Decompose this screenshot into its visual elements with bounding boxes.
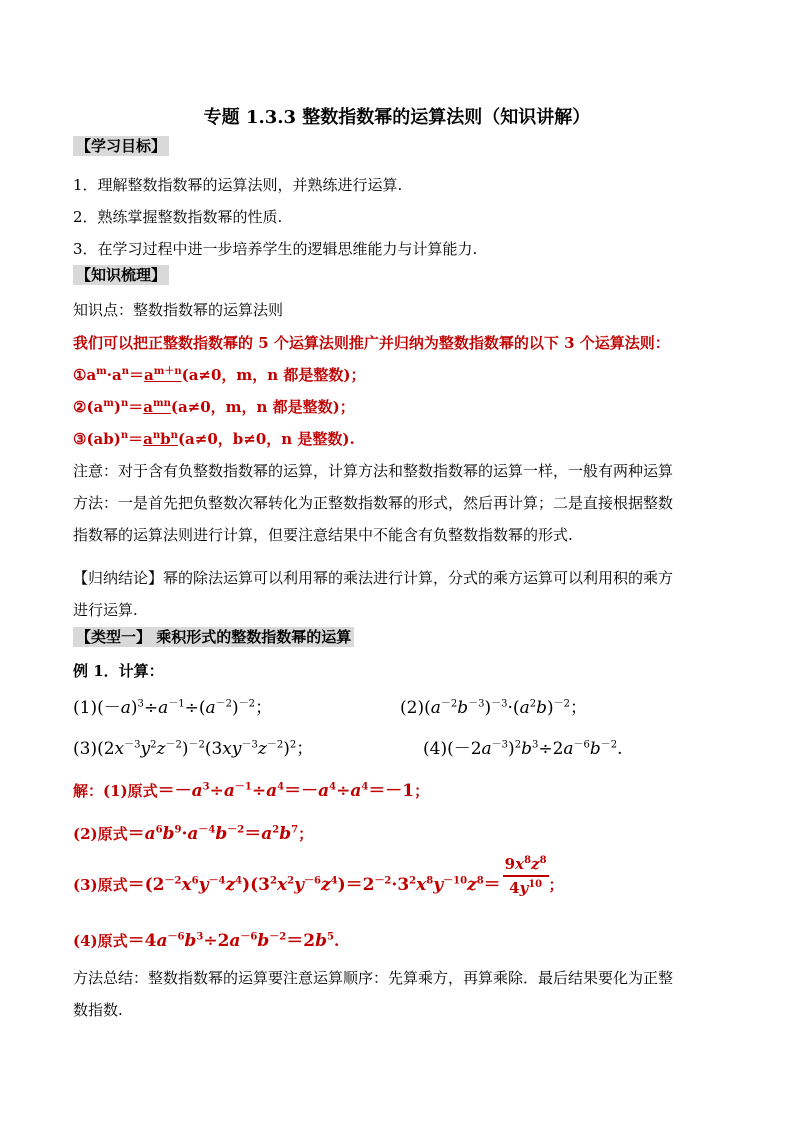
rule-1: $①a^m\cdot a^n=a^{m+n}(a\ne 0$，m，n 都是整数)； [73,366,366,384]
example-label: 例 1．计算： [73,662,164,680]
goal-item: 1．理解整数指数幂的运算法则，并熟练进行运算. [73,176,403,194]
conclusion-line: 进行运算. [73,601,138,619]
solution-3: (3)原式$=(2^{-2}x^6y^{-4}z^4)(3^2x^2y^{-6}z^4)=2^{-2}\cdot 3^2x^8y^{-10}z^8=$ $\frac{9x^8z^8}{4y^{10}}$ ； [73,855,564,897]
type-one-tag: 【类型一】 乘积形式的整数指数幂的运算 [73,627,354,647]
solution-2: (2)原式$=a^6b^9\cdot a^{-4}b^{-2}=a^2b^7$； [73,824,314,844]
conclusion-line: 【归纳结论】幂的除法运算可以利用幂的乘法进行计算，分式的乘方运算可以利用积的乘方 [73,569,674,587]
goal-item: 2．熟练掌握整数指数幂的性质. [73,208,283,226]
rule-2: $②(a^m)^n=a^{mn}(a\ne 0$，m，n 都是整数)； [73,398,355,416]
knowledge-review-tag: 【知识梳理】 [73,265,169,285]
note-line: 注意：对于含有负整数指数幂的运算，计算方法和整数指数幂的运算一样，一般有两种运算 [73,462,674,480]
rule-3: $③(ab)^n=a^nb^n(a\ne 0$，b≠0，n 是整数). [73,430,355,448]
problem-4: $(4)(-2a^{-3})^2b^3\div 2a^{-6}b^{-2}$. [423,739,623,759]
problem-1: $(1)(-a)^3\div a^{-1}\div(a^{-2})^{-2}$； [73,698,273,718]
method-summary-line: 数指数. [73,1001,123,1019]
problem-2: $(2)(a^{-2}b^{-3})^{-3}\cdot(a^2b)^{-2}$； [400,698,587,718]
conclusion-tag: 【归纳结论】 [73,569,164,587]
solution-4: (4)原式$=4a^{-6}b^3\div 2a^{-6}b^{-2}=2b^5$. [73,931,340,951]
rule-1-condition: (a≠0，m，n 都是整数)； [181,366,366,384]
solution-1: 解：(1)原式$=-a^3\div a^{-1}\div a^4=-a^4\div a^4=-1$； [73,781,430,801]
fraction: $\frac{9x^8z^8}{4y^{10}}$ [504,855,547,897]
method-summary-line: 方法总结：整数指数幂的运算要注意运算顺序：先算乘方，再算乘除．最后结果要化为正整 [73,969,674,987]
learning-goals-tag: 【学习目标】 [73,136,169,156]
problem-3: $(3)(2x^{-3}y^2z^{-2})^{-2}(3xy^{-3}z^{-2})^2$； [73,739,314,759]
rule-2-condition: (a≠0，m，n 都是整数)； [170,398,355,416]
page-title: 专题 1.3.3 整数指数幂的运算法则（知识讲解） [203,107,591,128]
note-line: 指数幂的运算法则进行计算，但要注意结果中不能含有负整数指数幂的形式. [73,526,573,544]
knowledge-point-title: 知识点：整数指数幂的运算法则 [73,301,284,319]
rule-3-condition: (a≠0，b≠0，n 是整数). [177,430,355,448]
knowledge-intro: 我们可以把正整数指数幂的 5 个运算法则推广并归纳为整数指数幂的以下 3 个运算法则： [73,334,670,352]
note-line: 方法：一是首先把负整数次幂转化为正整数指数幂的形式，然后再计算；二是直接根据整数 [73,494,674,512]
goal-item: 3．在学习过程中进一步培养学生的逻辑思维能力与计算能力. [73,240,478,258]
